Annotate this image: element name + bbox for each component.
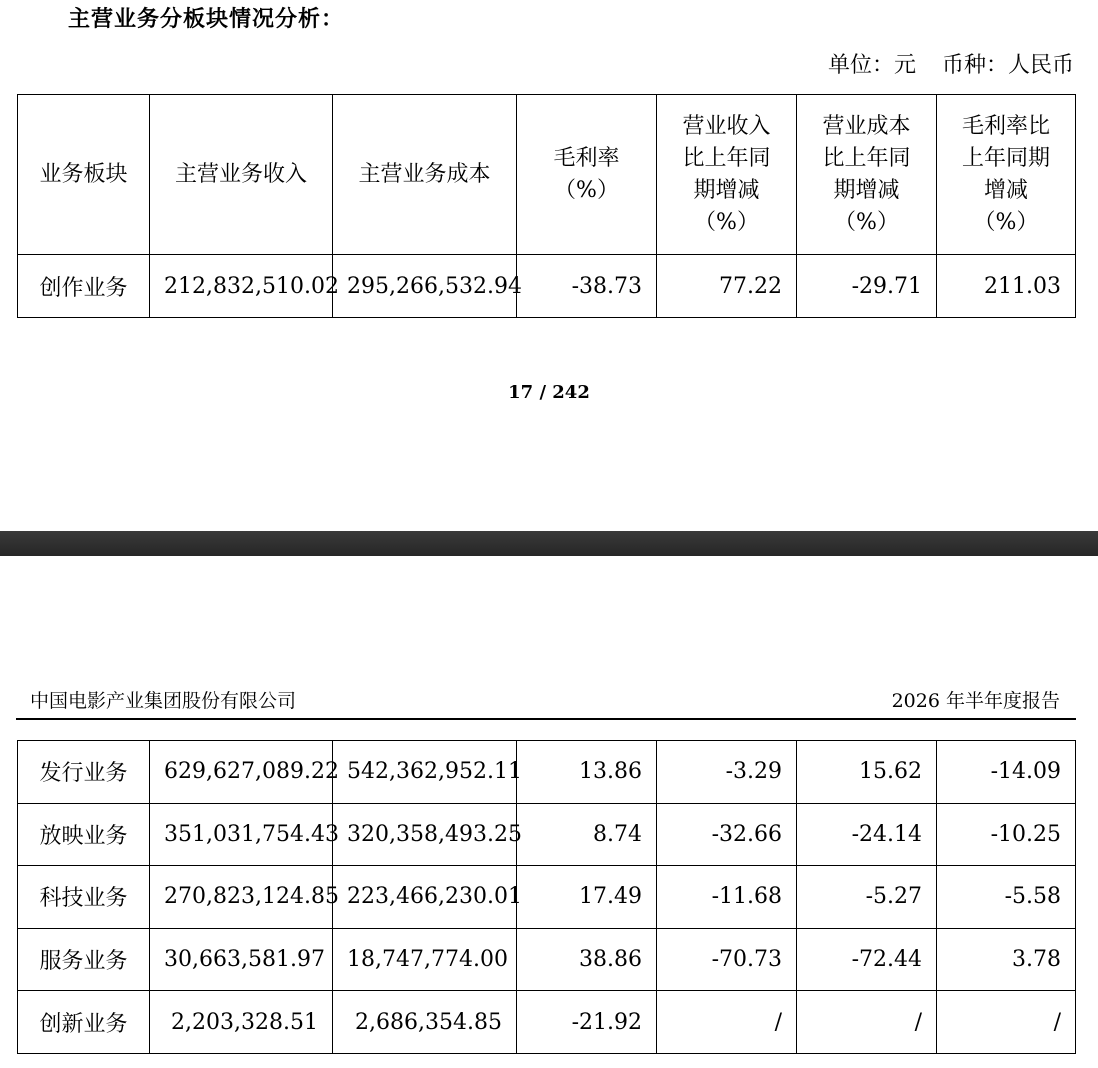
revenue-cell: 30,663,581.97 [150, 928, 333, 991]
table-row [18, 803, 1076, 866]
cost-change-cell: -5.27 [797, 866, 937, 929]
cost-change-cell: 15.62 [797, 741, 937, 804]
segment-cell: 发行业务 [18, 741, 150, 804]
table-row [18, 255, 1076, 318]
revenue-cell: 270,823,124.85 [150, 866, 333, 929]
table-row [18, 741, 1076, 804]
gross-margin-cell: 17.49 [517, 866, 657, 929]
table-header-row [18, 95, 1076, 255]
segment-cell: 放映业务 [18, 803, 150, 866]
segment-cell: 创作业务 [18, 255, 150, 318]
revenue-change-cell: -11.68 [657, 866, 797, 929]
header-cost: 主营业务成本 [333, 95, 517, 255]
margin-change-cell: 3.78 [937, 928, 1076, 991]
unit-line [828, 48, 1074, 79]
revenue-change-cell: -70.73 [657, 928, 797, 991]
report-title: 2026 年半年度报告 [891, 690, 1060, 712]
header-revenue-change: 营业收入 比上年同 期增减 （%） [657, 95, 797, 255]
unit-label: 单位：元 [827, 53, 916, 78]
header-revenue: 主营业务收入 [150, 95, 333, 255]
header-cost-change: 营业成本 比上年同 期增减 （%） [797, 95, 937, 255]
segment-cell: 服务业务 [18, 928, 150, 991]
header-margin-change: 毛利率比 上年同期 增减 （%） [937, 95, 1076, 255]
cost-cell: 542,362,952.11 [333, 741, 517, 804]
cost-change-cell: -29.71 [797, 255, 937, 318]
section-title: 主营业务分板块情况分析： [68, 7, 345, 32]
gross-margin-cell: -21.92 [517, 991, 657, 1054]
segment-table-page1 [17, 94, 1076, 318]
cost-cell: 295,266,532.94 [333, 255, 517, 318]
table-row [18, 991, 1076, 1054]
cost-change-cell: -24.14 [797, 803, 937, 866]
page-number: 17 / 242 [508, 382, 590, 403]
revenue-cell: 2,203,328.51 [150, 991, 333, 1054]
revenue-change-cell: / [657, 991, 797, 1054]
cost-cell: 320,358,493.25 [333, 803, 517, 866]
currency-label: 币种：人民币 [941, 53, 1074, 78]
revenue-change-cell: 77.22 [657, 255, 797, 318]
gross-margin-cell: -38.73 [517, 255, 657, 318]
margin-change-cell: -14.09 [937, 741, 1076, 804]
segment-cell: 科技业务 [18, 866, 150, 929]
gross-margin-cell: 13.86 [517, 741, 657, 804]
segment-table-page2 [17, 740, 1076, 1054]
revenue-change-cell: -32.66 [657, 803, 797, 866]
revenue-cell: 212,832,510.02 [150, 255, 333, 318]
margin-change-cell: / [937, 991, 1076, 1054]
gross-margin-cell: 38.86 [517, 928, 657, 991]
cost-change-cell: / [797, 991, 937, 1054]
cost-cell: 223,466,230.01 [333, 866, 517, 929]
gross-margin-cell: 8.74 [517, 803, 657, 866]
segment-cell: 创新业务 [18, 991, 150, 1054]
table-row [18, 866, 1076, 929]
header-gross-margin: 毛利率 （%） [517, 95, 657, 255]
cost-cell: 2,686,354.85 [333, 991, 517, 1054]
header-rule [16, 718, 1076, 720]
page-separator [0, 531, 1098, 556]
revenue-cell: 629,627,089.22 [150, 741, 333, 804]
margin-change-cell: -10.25 [937, 803, 1076, 866]
cost-change-cell: -72.44 [797, 928, 937, 991]
table-row [18, 928, 1076, 991]
revenue-cell: 351,031,754.43 [150, 803, 333, 866]
margin-change-cell: -5.58 [937, 866, 1076, 929]
revenue-change-cell: -3.29 [657, 741, 797, 804]
cost-cell: 18,747,774.00 [333, 928, 517, 991]
header-segment: 业务板块 [18, 95, 150, 255]
margin-change-cell: 211.03 [937, 255, 1076, 318]
company-name: 中国电影产业集团股份有限公司 [30, 690, 297, 712]
